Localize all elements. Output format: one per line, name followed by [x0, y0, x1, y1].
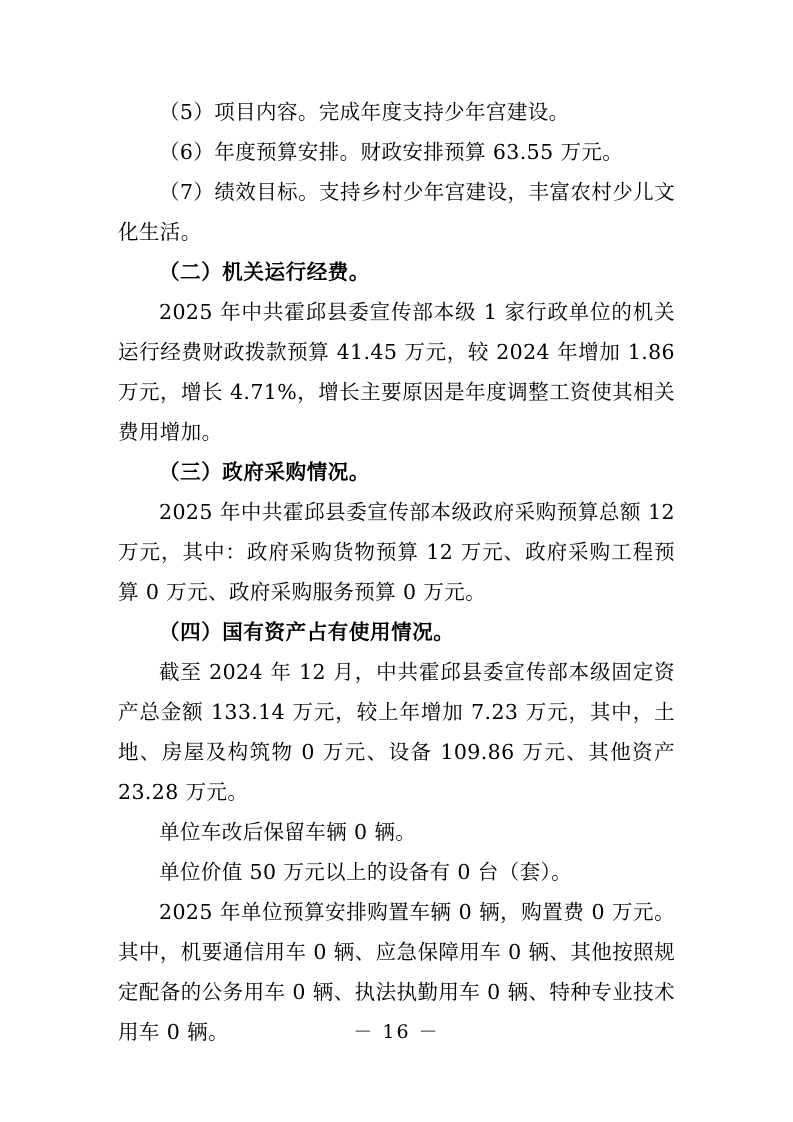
paragraph-vehicle-purchase-budget: 2025 年单位预算安排购置车辆 0 辆，购置费 0 万元。其中，机要通信用车 0 辆、应急保障用车 0 辆、其他按照规定配备的公务用车 0 辆、执法执勤用车 0 辆、特种专业技术用车 0 辆。 [118, 900, 675, 1044]
paragraph-performance-goal: （7）绩效目标。支持乡村少年宫建设，丰富农村少儿文化生活。 [118, 180, 675, 244]
paragraph-equipment-over-500k: 单位价值 50 万元以上的设备有 0 台（套）。 [159, 860, 573, 884]
heading-state-owned-assets: （四）国有资产占有使用情况。 [159, 620, 455, 644]
page-number: － 16 － [353, 1021, 440, 1043]
heading-government-procurement: （三）政府采购情况。 [159, 460, 370, 484]
paragraph-annual-budget: （6）年度预算安排。财政安排预算 63.55 万元。 [159, 140, 624, 164]
heading-agency-operating-expenses: （二）机关运行经费。 [159, 260, 370, 284]
paragraph-agency-operating-expenses: 2025 年中共霍邱县委宣传部本级 1 家行政单位的机关运行经费财政拨款预算 41.45 万元，较 2024 年增加 1.86 万元，增长 4.71%，增长主要原因是年度调整工资使其相关费用增加。 [118, 300, 675, 444]
paragraph-government-procurement: 2025 年中共霍邱县委宣传部本级政府采购预算总额 12 万元，其中：政府采购货物预算 12 万元、政府采购工程预算 0 万元、政府采购服务预算 0 万元。 [118, 500, 675, 604]
document-body [118, 92, 675, 1052]
paragraph-retained-vehicles: 单位车改后保留车辆 0 辆。 [159, 820, 417, 844]
paragraph-fixed-assets: 截至 2024 年 12 月，中共霍邱县委宣传部本级固定资产总金额 133.14 万元，较上年增加 7.23 万元，其中，土地、房屋及构筑物 0 万元、设备 109.86 万元、其他资产 23.28 万元。 [118, 660, 675, 804]
paragraph-project-content: （5）项目内容。完成年度支持少年宫建设。 [159, 100, 570, 124]
